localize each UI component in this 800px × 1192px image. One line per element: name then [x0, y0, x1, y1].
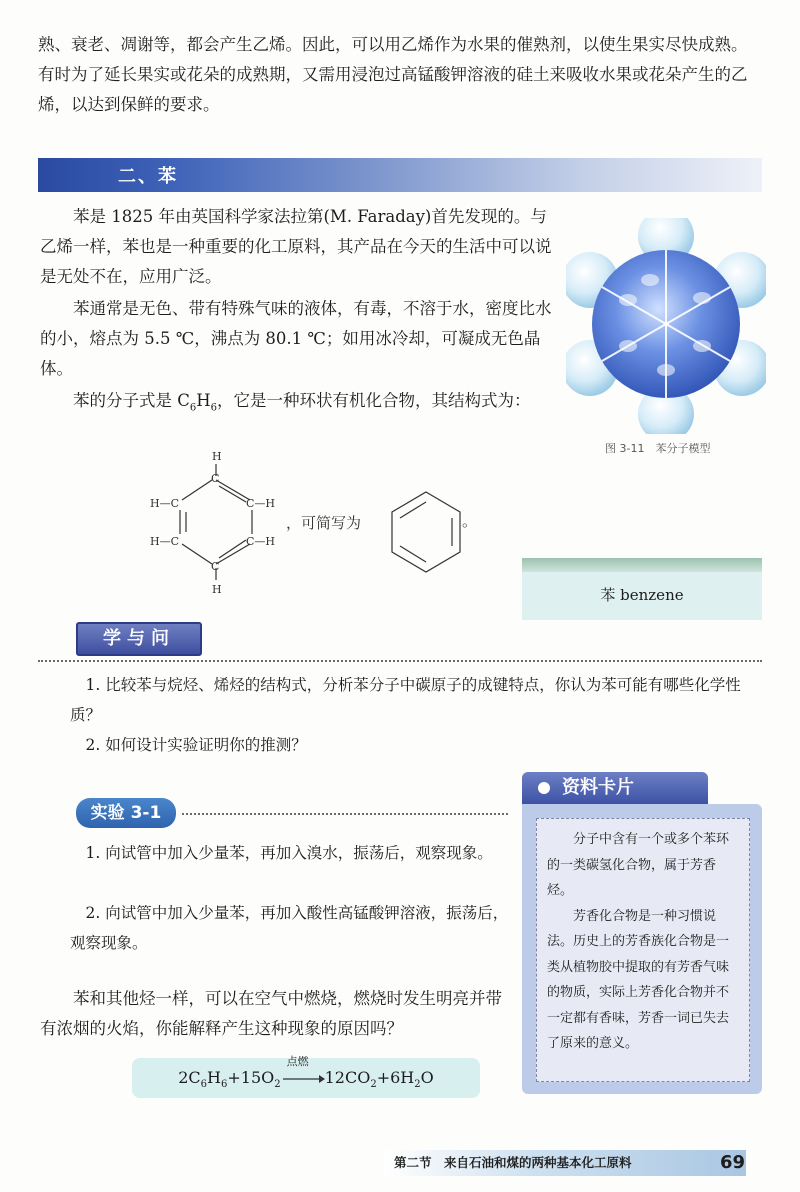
c-atom-top: C — [211, 472, 220, 485]
section-header-band — [38, 158, 762, 192]
section-title: 二、苯 — [118, 166, 178, 187]
experiment-tag: 实验 3-1 — [76, 798, 176, 828]
c-atom-bottom: C — [211, 560, 220, 573]
page-number: 69 — [720, 1152, 746, 1173]
term-benzene: 苯 benzene — [600, 586, 684, 604]
info-card-paragraph-1: 分子中含有一个或多个苯环的一类碳氢化合物，属于芳香烃。 — [547, 832, 730, 898]
experiment-step-1: 1. 向试管中加入少量苯，再加入溴水，振荡后，观察现象。 — [85, 844, 493, 862]
benzene-properties-paragraph: 苯通常是无色、带有特殊气味的液体，有毒，不溶于水，密度比水的小，熔点为 5.5 ℃，沸点为 80.1 ℃；如用冰冷却，可凝成无色晶体。 — [40, 299, 552, 378]
figure-caption: 图 3-11 苯分子模型 — [605, 442, 711, 455]
experiment-dotted-line — [182, 813, 508, 815]
benzene-formula-paragraph: 苯的分子式是 $C_6H_6$，它是一种环状有机化合物，其结构式为： — [73, 391, 531, 414]
bullet-dot-icon — [538, 782, 550, 794]
h-atom-bottom: H — [212, 583, 222, 596]
info-card-tag: 资料卡片 — [522, 772, 708, 804]
ch-group-lower-right: C—H — [246, 535, 276, 548]
combustion-paragraph: 苯和其他烃一样，可以在空气中燃烧，燃烧时发生明亮并带有浓烟的火焰，你能解释产生这种现象的原因吗？ — [40, 989, 502, 1038]
study-question-2: 2. 如何设计实验证明你的推测？ — [85, 736, 307, 754]
end-mark: 。 — [462, 512, 478, 530]
intro-paragraph: 熟、衰老、凋谢等，都会产生乙烯。因此，可以用乙烯作为水果的催熟剂，以使生果实尽快成熟。有时为了延长果实或花朵的成熟期，又需用浸泡过高锰酸钾溶液的硅土来吸收水果或花朵产生的乙烯，以达到保鲜的要求。 — [38, 35, 748, 114]
page-footer: 第二节 来自石油和煤的两种基本化工原料 — [384, 1150, 746, 1176]
info-card — [522, 804, 762, 1094]
reaction-condition: 点燃 — [286, 1054, 309, 1068]
dotted-divider — [38, 660, 762, 662]
benzene-structural-formula — [140, 448, 480, 598]
term-box-bar — [522, 558, 762, 572]
simplify-text: ，可简写为 — [286, 514, 362, 532]
info-card-inner — [536, 818, 750, 1082]
benzene-history-paragraph: 苯是 1825 年由英国科学家法拉第(M. Faraday)首先发现的。与乙烯一样，苯也是一种重要的化工原料，其产品在今天的生活中可以说是无处不在，应用广泛。 — [40, 207, 552, 286]
carbon-atoms — [592, 250, 740, 398]
combustion-equation: $2C_6H_6+15O_2$ 点燃 $12CO_2+6H_2O$ — [132, 1058, 480, 1098]
benzene-molecule-model — [566, 218, 766, 434]
info-card-paragraph-2: 芳香化合物是一种习惯说法。历史上的芳香族化合物是一类从植物胶中提取的有芳香气味的物质，实际上芳香化合物并不一定都有香味，芳香一词已失去了原来的意义。 — [547, 908, 730, 1051]
study-question-tag: 学与问 — [76, 622, 202, 656]
term-box — [522, 558, 762, 620]
h-atom-top: H — [212, 450, 222, 463]
study-question-1: 1. 比较苯与烷烃、烯烃的结构式，分析苯分子中碳原子的成键特点，你认为苯可能有哪些化学性质？ — [70, 676, 741, 724]
reaction-arrow — [281, 1054, 325, 1089]
hc-group-upper-left: H—C — [150, 497, 180, 510]
ch-group-upper-right: C—H — [246, 497, 276, 510]
hc-group-lower-left: H—C — [150, 535, 180, 548]
experiment-step-2: 2. 向试管中加入少量苯，再加入酸性高锰酸钾溶液，振荡后，观察现象。 — [70, 904, 509, 952]
